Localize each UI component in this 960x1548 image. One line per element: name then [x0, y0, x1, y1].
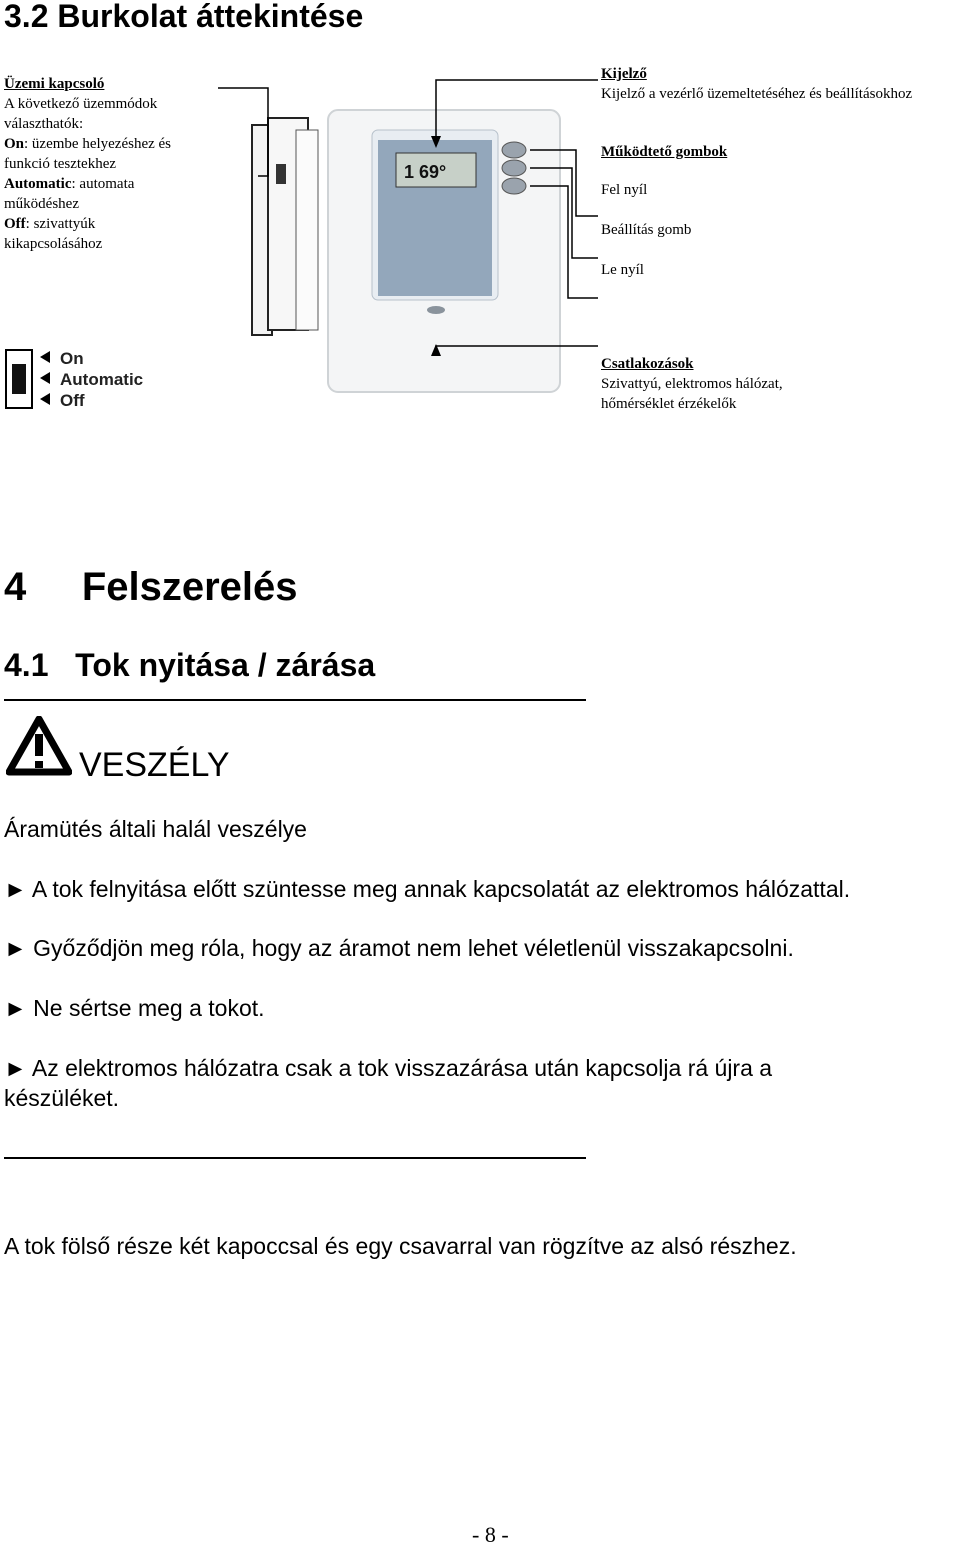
down-arrow-caption: Le nyíl [601, 262, 644, 278]
buttons-heading: Működtető gombok [601, 144, 728, 160]
danger-item: ► Győződjön meg róla, hogy az áramot nem lehet véletlenül visszakapcsolni. [4, 935, 794, 961]
switch-automatic-label: Automatic [60, 370, 144, 389]
caption-line: kikapcsolásához [4, 236, 103, 252]
switch-on-label: On [60, 349, 84, 368]
lcd-value: 1 69° [404, 162, 447, 182]
danger-item: ► Az elektromos hálózatra csak a tok visszazárása után kapcsolja rá újra a [4, 1055, 773, 1081]
danger-title: VESZÉLY [79, 746, 230, 784]
arrow-off-icon [40, 393, 50, 405]
danger-item-continuation: készüléket. [4, 1085, 120, 1111]
top-rule [4, 699, 586, 701]
up-arrow-caption: Fel nyíl [601, 182, 648, 198]
arrow-automatic-icon [40, 372, 50, 384]
down-arrow-button [502, 178, 526, 194]
caption-line-auto: Automatic: automata [4, 176, 135, 192]
set-button-caption: Beállítás gomb [601, 222, 692, 238]
status-led [427, 306, 445, 314]
warning-icon [6, 716, 72, 776]
page-number: - 8 - [472, 1522, 509, 1547]
connections-caption [601, 354, 901, 414]
caption-line: funkció tesztekhez [4, 156, 117, 172]
caption-line-off: Off: szivattyúk [4, 216, 96, 232]
caption-line-on: On: üzembe helyezéshez és [4, 136, 172, 152]
caption-line: működéshez [4, 196, 79, 212]
body-paragraph: A tok fölső része két kapoccsal és egy csavarral van rögzítve az alsó részhez. [4, 1233, 797, 1259]
display-heading: Kijelző [601, 66, 647, 82]
bottom-rule [4, 1157, 586, 1159]
connections-heading: Csatlakozások [601, 356, 694, 372]
danger-item: ► A tok felnyitása előtt szüntesse meg annak kapcsolatát az elektromos hálózattal. [4, 876, 851, 902]
up-arrow-button [502, 142, 526, 158]
caption-line: választhatók: [4, 116, 84, 132]
caption-line: A következő üzemmódok [4, 96, 158, 112]
switch-slider [12, 364, 26, 394]
section-title-4-1: 4.1 Tok nyitása / zárása [4, 647, 376, 683]
section-title-3-2: 3.2 Burkolat áttekintése [4, 0, 364, 34]
side-view-switch [276, 164, 286, 184]
connections-text: hőmérséklet érzékelők [601, 396, 737, 412]
connections-text: Szivattyú, elektromos hálózat, [601, 376, 783, 392]
arrow-on-icon [40, 351, 50, 363]
display-caption [601, 64, 960, 104]
section-title-4: 4 Felszerelés [4, 565, 298, 609]
danger-subtitle: Áramütés általi halál veszélye [4, 816, 307, 842]
set-button [502, 160, 526, 176]
danger-item: ► Ne sértse meg a tokot. [4, 995, 265, 1021]
side-view-front [296, 130, 318, 330]
display-text: Kijelző a vezérlő üzemeltetéséhez és beállításokhoz [601, 86, 913, 102]
mode-switch-heading: Üzemi kapcsoló [4, 76, 105, 92]
switch-off-label: Off [60, 391, 85, 410]
